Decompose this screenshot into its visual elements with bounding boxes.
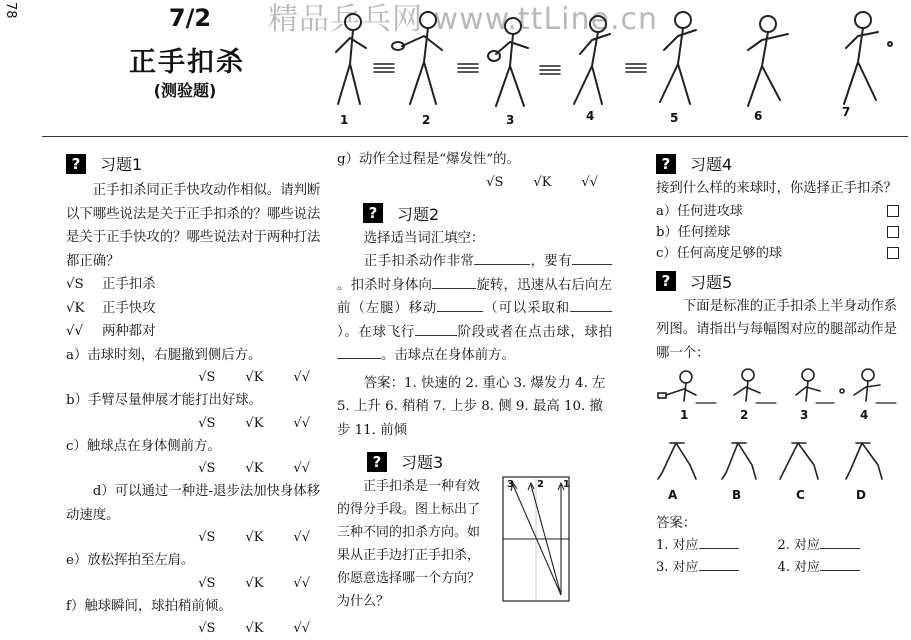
- exercise-4-label: 习题4: [690, 155, 733, 174]
- exercise-1-intro: 正手扣杀同正手快攻动作相似。请判断以下哪些说法是关于正手扣杀的？哪些说法是关于正手快攻的？哪些说法对于两种打法都正确？: [66, 183, 321, 269]
- answer-3[interactable]: 3. 对应: [656, 557, 778, 579]
- option-k[interactable]: √K: [245, 461, 264, 476]
- option-both[interactable]: √√: [293, 415, 310, 431]
- arrow-label-1: 1: [563, 479, 570, 490]
- lower-label-c: C: [796, 488, 805, 502]
- item-a: a）击球时刻，右腿撤到侧后方。: [66, 347, 262, 363]
- options-b: [66, 413, 324, 435]
- answer-4[interactable]: 4. 对应: [778, 557, 900, 579]
- option-both[interactable]: √√: [293, 370, 310, 385]
- divider: [42, 136, 908, 137]
- lower-a: [658, 443, 696, 479]
- options-c: [66, 458, 324, 480]
- exercise-4-heading: [656, 152, 899, 175]
- option-k[interactable]: √K: [245, 621, 264, 636]
- page-subtitle: (测验题): [153, 81, 217, 100]
- exercise-3-heading: [367, 450, 612, 473]
- exercise-2-label: 习题2: [397, 204, 440, 224]
- option-s[interactable]: √S: [198, 621, 216, 636]
- exercise-1: [66, 152, 324, 640]
- column-3: [656, 152, 899, 579]
- option-k[interactable]: √K: [245, 370, 264, 385]
- upper-2: [734, 369, 760, 401]
- option-k[interactable]: √K: [245, 530, 264, 545]
- figure-4: [574, 16, 610, 104]
- exercise-1-heading: [66, 152, 324, 175]
- option-s[interactable]: √S: [198, 370, 216, 385]
- strip-label-5: 5: [670, 111, 679, 125]
- item-c: c）触球点在身体侧前方。: [66, 438, 221, 454]
- arrow-label-2: 2: [537, 479, 544, 490]
- upper-label-2: 2: [740, 408, 749, 422]
- question-mark-icon: ?: [367, 452, 387, 472]
- upper-3: [796, 369, 820, 401]
- answer-title: 答案：: [656, 516, 697, 531]
- legend-s: √S 正手扣杀: [66, 277, 156, 292]
- figure-6: [748, 16, 788, 106]
- option-k[interactable]: √K: [533, 174, 552, 190]
- checkbox[interactable]: [887, 226, 899, 238]
- exercise-2-answer: 答案：1. 快速的 2. 重心 3. 爆发力 4. 左 5. 上升 6. 稍稍 7. 上步 8. 侧 9. 最高 10. 撤步 11. 前倾: [337, 375, 606, 438]
- option-s[interactable]: √S: [198, 461, 216, 476]
- strip-label-1: 1: [340, 113, 349, 127]
- upper-label-1: 1: [680, 408, 689, 422]
- lower-label-a: A: [668, 488, 678, 502]
- figure-5: [660, 12, 696, 104]
- options-g: [337, 172, 612, 194]
- checkbox[interactable]: [887, 247, 899, 259]
- checkbox[interactable]: [887, 205, 899, 217]
- question-mark-icon: ?: [363, 203, 383, 223]
- column-2: [337, 148, 612, 613]
- option-s[interactable]: √S: [198, 575, 216, 591]
- question-mark-icon: ?: [656, 154, 676, 174]
- exercise-3-text: 正手扣杀是一种有效的得分手段。图上标出了三种不同的扣杀方向。如果从正手边打正手扣杀，你愿意选择哪一个方向？为什么？: [337, 479, 481, 609]
- lower-label-d: D: [856, 488, 866, 502]
- question-mark-icon: ?: [66, 154, 86, 174]
- exercise-4-option-c[interactable]: c）任何高度足够的球: [656, 243, 899, 264]
- legend-both: √√ 两种都对: [66, 324, 156, 339]
- item-d: d）可以通过一种进-退步法加快身体移动速度。: [66, 484, 321, 523]
- option-s[interactable]: √S: [198, 415, 216, 431]
- strip-label-4: 4: [586, 109, 595, 123]
- exercise-4-intro: 接到什么样的来球时，你选择正手扣杀？: [656, 181, 898, 196]
- exercise-4-option-a[interactable]: a）任何进攻球: [656, 201, 899, 222]
- answer-2[interactable]: 2. 对应: [778, 535, 900, 557]
- page-number: 78: [3, 2, 18, 19]
- item-b: b）手臂尽量伸展才能打出好球。: [66, 393, 263, 408]
- option-both[interactable]: √√: [293, 621, 310, 636]
- forehand-smash-sequence-illustration: [318, 4, 908, 130]
- option-k[interactable]: √K: [245, 575, 264, 591]
- item-f: f）触球瞬间，球拍稍前倾。: [66, 598, 232, 614]
- arrow-label-3: 3: [507, 479, 514, 490]
- options-e: [66, 573, 324, 595]
- exercise-5-heading: [656, 270, 899, 293]
- figure-1: [336, 14, 366, 104]
- options-f: [66, 618, 324, 640]
- figure-2: [392, 12, 442, 104]
- item-e: e）放松挥拍至左肩。: [66, 553, 195, 568]
- strip-label-7: 7: [842, 105, 851, 119]
- strip-label-3: 3: [506, 113, 515, 127]
- option-both[interactable]: √√: [581, 174, 598, 190]
- section-number: 7/2: [168, 4, 212, 32]
- strip-label-6: 6: [754, 109, 763, 123]
- upper-4: [840, 369, 880, 401]
- option-k[interactable]: √K: [245, 415, 264, 431]
- figure-3: [488, 18, 528, 106]
- legend-k: √K 正手快攻: [66, 300, 156, 316]
- exercise-2-intro: 选择适当词汇填空：: [363, 230, 485, 246]
- strip-label-2: 2: [422, 113, 431, 127]
- exercise-2-heading: [363, 202, 612, 225]
- lower-c: [780, 443, 818, 479]
- table-direction-diagram: [501, 475, 573, 605]
- answer-1[interactable]: 1. 对应: [656, 535, 778, 557]
- upper-lower-body-illustrations: [656, 365, 899, 515]
- exercise-5-intro: 下面是标准的正手扣杀上半身动作系列图。请指出与每幅图对应的腿部动作是哪一个：: [656, 298, 898, 361]
- exercise-2-body: 正手扣杀动作非常 ，要有。扣杀时身体向 旋转，迅速从右后向左前（左腿）移动 （可以采取和）。在球飞行 阶段或者在点击球，球拍。击球点在身体前方。: [337, 254, 613, 363]
- upper-1: [658, 371, 696, 401]
- item-g: g）动作全过程是“爆发性”的。: [337, 152, 520, 167]
- lower-b: [722, 443, 756, 479]
- exercise-3-label: 习题3: [401, 453, 444, 472]
- option-both[interactable]: √√: [293, 461, 310, 476]
- lower-label-b: B: [732, 488, 742, 502]
- options-a: [66, 367, 324, 389]
- option-both[interactable]: √√: [293, 575, 310, 591]
- lower-d: [846, 443, 882, 479]
- options-d: [66, 527, 324, 549]
- upper-label-3: 3: [800, 408, 809, 422]
- exercise-4-option-b[interactable]: b）任何搓球: [656, 222, 899, 243]
- option-s[interactable]: √S: [198, 530, 216, 545]
- question-mark-icon: ?: [656, 271, 676, 291]
- figure-7: [844, 12, 892, 104]
- option-s[interactable]: √S: [486, 174, 504, 190]
- option-both[interactable]: √√: [293, 530, 310, 545]
- watermark: 精品乒乓网 www.ttLine.cn: [268, 2, 659, 37]
- upper-label-4: 4: [860, 408, 869, 422]
- exercise-1-label: 习题1: [100, 155, 143, 174]
- page-title: 正手扣杀: [129, 47, 245, 78]
- exercise-5-label: 习题5: [690, 272, 733, 292]
